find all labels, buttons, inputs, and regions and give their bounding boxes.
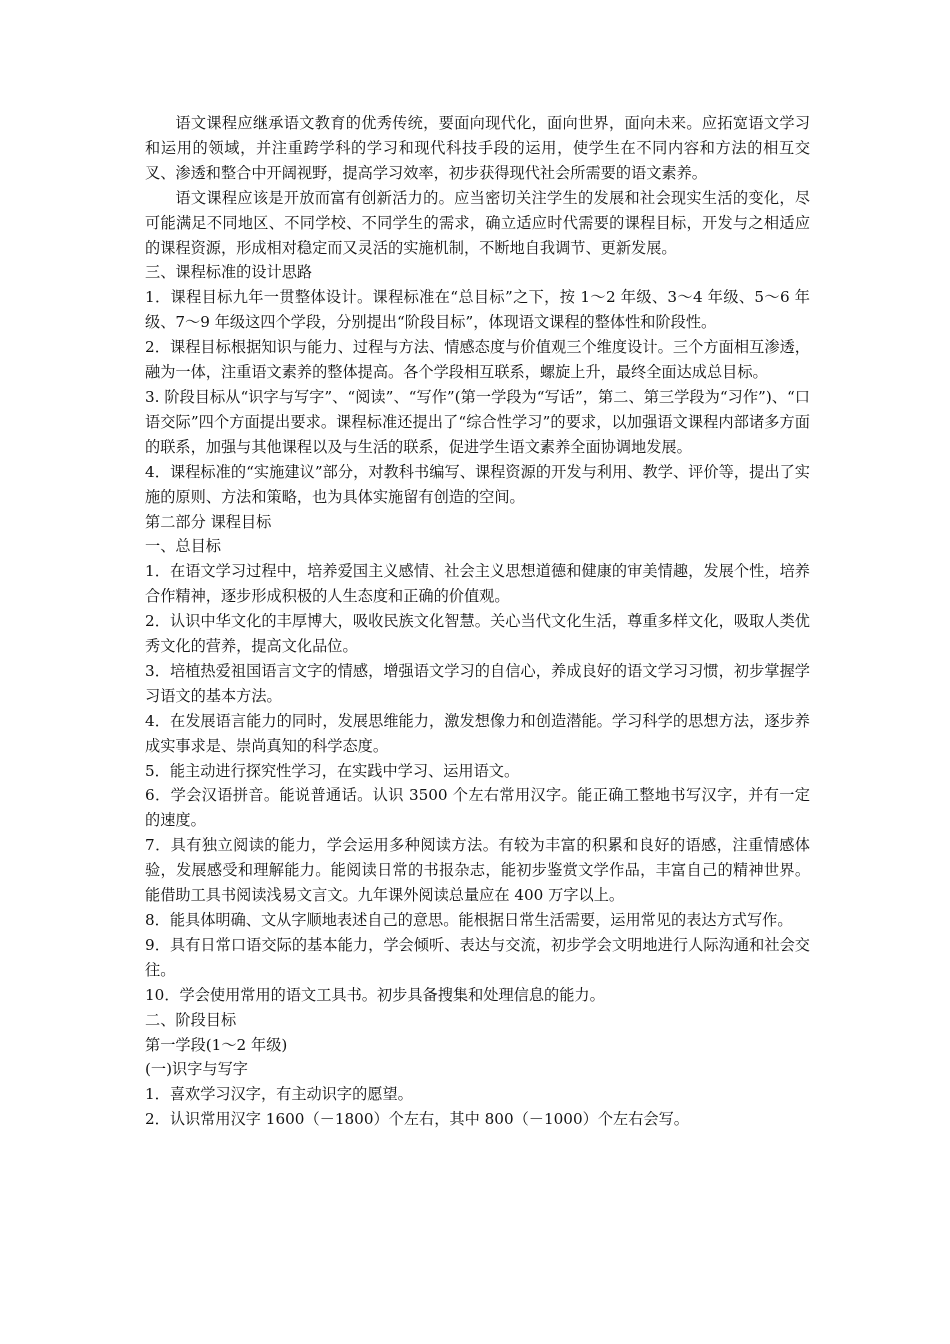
paragraph-14: 5．能主动进行探究性学习，在实践中学习、运用语文。 xyxy=(145,761,520,780)
paragraph-18: 9．具有日常口语交际的基本能力，学会倾听、表达与交流，初步学会文明地进行人际沟通和社会交往。 xyxy=(145,935,810,979)
paragraph-8: 第二部分 课程目标 xyxy=(145,512,272,531)
paragraph-3: 三、课程标准的设计思路 xyxy=(145,263,313,282)
paragraph-4: 1．课程目标九年一贯整体设计。课程标准在“总目标”之下，按 1～2 年级、3～4 年级、5～6 年级、7～9 年级这四个学段，分别提出“阶段目标”，体现语文课程的整体性和阶段性。 xyxy=(145,288,810,332)
paragraph-1: 语文课程应继承语文教育的优秀传统，要面向现代化，面向世界，面向未来。应拓宽语文学习和运用的领域，并注重跨学科的学习和现代科技手段的运用，使学生在不同内容和方法的相互交叉、渗透和整合中开阔视野，提高学习效率，初步获得现代社会所需要的语文素养。 xyxy=(145,114,810,182)
paragraph-9: 一、总目标 xyxy=(145,537,221,556)
paragraph-20: 二、阶段目标 xyxy=(145,1010,237,1029)
paragraph-7: 4．课程标准的“实施建议”部分，对教科书编写、课程资源的开发与利用、教学、评价等，提出了实施的原则、方法和策略，也为具体实施留有创造的空间。 xyxy=(145,462,810,506)
paragraph-10: 1．在语文学习过程中，培养爱国主义感情、社会主义思想道德和健康的审美情趣，发展个性，培养合作精神，逐步形成积极的人生态度和正确的价值观。 xyxy=(145,562,810,606)
paragraph-16: 7．具有独立阅读的能力，学会运用多种阅读方法。有较为丰富的积累和良好的语感，注重情感体验，发展感受和理解能力。能阅读日常的书报杂志，能初步鉴赏文学作品，丰富自己的精神世界。能借助工具书阅读浅易文言文。九年课外阅读总量应在 400 万字以上。 xyxy=(145,836,810,905)
paragraph-21: 第一学段(1～2 年级) xyxy=(145,1035,288,1054)
paragraph-15: 6．学会汉语拼音。能说普通话。认识 3500 个左右常用汉字。能正确工整地书写汉字，并有一定的速度。 xyxy=(145,786,810,830)
paragraph-24: 2．认识常用汉字 1600（－1800）个左右，其中 800（－1000）个左右会写。 xyxy=(145,1110,689,1129)
paragraph-12: 3．培植热爱祖国语言文字的情感，增强语文学习的自信心，养成良好的语文学习习惯，初步掌握学习语文的基本方法。 xyxy=(145,661,810,705)
paragraph-6: 3. 阶段目标从“识字与写字”、“阅读”、“写作”(第一学段为“写话”，第二、第三学段为“习作”)、“口语交际”四个方面提出要求。课程标准还提出了“综合性学习”的要求，以加强语文课程内部诸多方面的联系，加强与其他课程以及与生活的联系，促进学生语文素养全面协调地发展。 xyxy=(145,387,810,456)
paragraph-19: 10．学会使用常用的语文工具书。初步具备搜集和处理信息的能力。 xyxy=(145,985,605,1004)
paragraph-13: 4．在发展语言能力的同时，发展思维能力，激发想像力和创造潜能。学习科学的思想方法，逐步养成实事求是、崇尚真知的科学态度。 xyxy=(145,711,810,755)
paragraph-23: 1．喜欢学习汉字，有主动识字的愿望。 xyxy=(145,1085,413,1104)
paragraph-2: 语文课程应该是开放而富有创新活力的。应当密切关注学生的发展和社会现实生活的变化，尽可能满足不同地区、不同学校、不同学生的需求，确立适应时代需要的课程目标，开发与之相适应的课程资源，形成相对稳定而又灵活的实施机制，不断地自我调节、更新发展。 xyxy=(145,188,810,257)
paragraph-22: (一)识字与写字 xyxy=(145,1060,248,1079)
paragraph-11: 2．认识中华文化的丰厚博大，吸收民族文化智慧。关心当代文化生活，尊重多样文化，吸取人类优秀文化的营养，提高文化品位。 xyxy=(145,612,810,656)
document-page xyxy=(145,111,810,1132)
paragraph-5: 2．课程目标根据知识与能力、过程与方法、情感态度与价值观三个维度设计。三个方面相互渗透，融为一体，注重语文素养的整体提高。各个学段相互联系，螺旋上升，最终全面达成总目标。 xyxy=(145,338,810,382)
paragraph-17: 8．能具体明确、文从字顺地表述自己的意思。能根据日常生活需要，运用常见的表达方式写作。 xyxy=(145,911,793,929)
